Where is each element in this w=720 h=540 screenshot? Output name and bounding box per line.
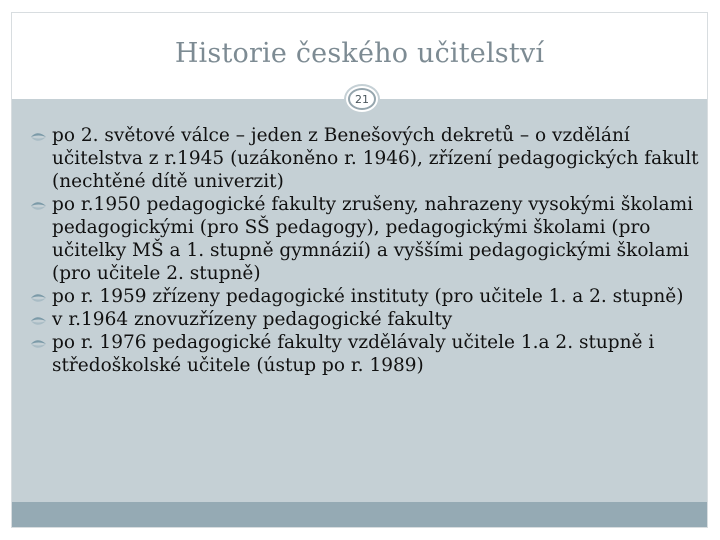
bullet-item <box>30 193 702 285</box>
bullet-item <box>30 308 702 331</box>
bullet-text: po r. 1959 zřízeny pedagogické instituty (pro učitele 1. a 2. stupně) <box>52 286 684 307</box>
arrow-bullet-icon <box>30 315 48 327</box>
bullet-text: po r. 1976 pedagogické fakulty vzdělávaly učitele 1.a 2. stupně i středoškolské učitele (ústup po r. 1989) <box>52 332 655 376</box>
bullet-item <box>30 285 702 308</box>
arrow-bullet-icon <box>30 292 48 304</box>
bullet-list <box>30 124 702 377</box>
slide-title: Historie českého učitelství <box>174 38 545 69</box>
arrow-bullet-icon <box>30 200 48 212</box>
arrow-bullet-icon <box>30 131 48 143</box>
slide-number-badge <box>344 84 380 114</box>
footer-bar <box>12 502 707 527</box>
bullet-text: v r.1964 znovuzřízeny pedagogické fakulty <box>52 309 453 330</box>
bullet-item <box>30 124 702 193</box>
arrow-bullet-icon <box>30 338 48 350</box>
bullet-text: po r.1950 pedagogické fakulty zrušeny, nahrazeny vysokými školami pedagogickými (pro SŠ pedagogy), pedagogickými školami (pro učitelky MŠ a 1. stupně gymnázií) a vyššími pedagogickými školami (pro učitele 2. stupně) <box>52 194 694 284</box>
bullet-item <box>30 331 702 377</box>
slide-number: 21 <box>348 88 376 110</box>
bullet-text: po 2. světové válce – jeden z Benešových dekretů – o vzdělání učitelstva z r.1945 (uzákoněno r. 1946), zřízení pedagogických fakult (nechtěné dítě univerzit) <box>52 125 699 192</box>
